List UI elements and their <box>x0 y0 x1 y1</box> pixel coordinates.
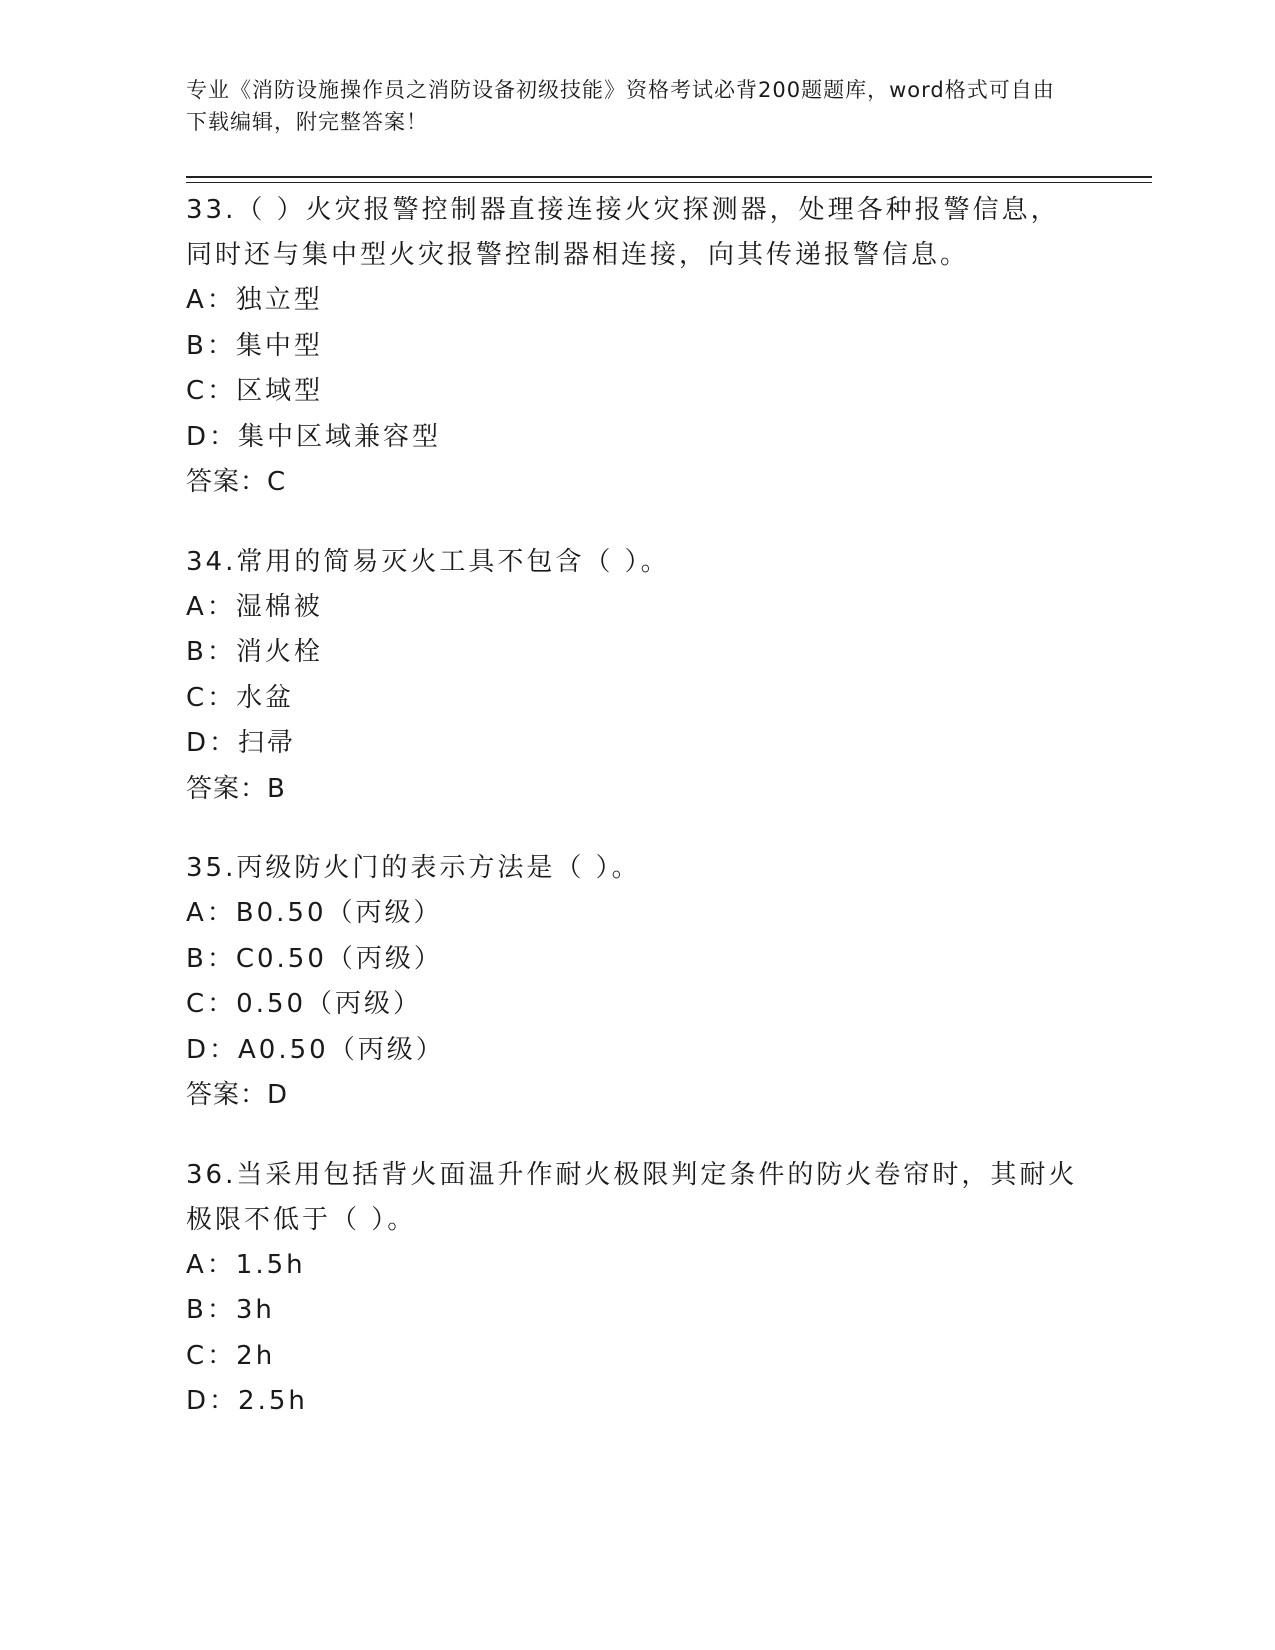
option-a: A：B0.50（丙级） <box>186 898 443 928</box>
header-rule-thin <box>186 182 1152 183</box>
option-d: D：扫帚 <box>186 728 297 758</box>
document-header: 专业《消防设施操作员之消防设备初级技能》资格考试必背200题题库，word格式可自由下载编辑，附完整答案！ <box>186 78 1055 134</box>
question-list <box>186 188 1086 1459</box>
option-b: B：集中型 <box>186 330 323 361</box>
option-c: C：2h <box>186 1340 276 1371</box>
header-rule-thick <box>186 176 1152 178</box>
option-d: D：A0.50（丙级） <box>186 1034 445 1065</box>
question-35 <box>186 846 1086 1119</box>
question-stem: 35.丙级防火门的表示方法是（ ）。 <box>186 853 641 883</box>
option-b: B：C0.50（丙级） <box>186 943 443 974</box>
answer-line: 答案：C <box>186 467 287 497</box>
option-a: A：独立型 <box>186 285 323 315</box>
option-d: D：2.5h <box>186 1386 308 1416</box>
option-c: C：水盆 <box>186 682 295 713</box>
answer-line: 答案：B <box>186 773 286 804</box>
question-34 <box>186 540 1086 813</box>
option-a: A：1.5h <box>186 1249 306 1280</box>
option-c: C：区域型 <box>186 376 324 406</box>
question-33 <box>186 188 1086 506</box>
question-stem: 33.（ ）火灾报警控制器直接连接火灾探测器，处理各种报警信息，同时还与集中型火灾报警控制器相连接，向其传递报警信息。 <box>186 195 1060 270</box>
option-d: D：集中区域兼容型 <box>186 421 442 452</box>
question-36 <box>186 1153 1086 1425</box>
answer-line: 答案：D <box>186 1080 289 1110</box>
option-b: B：3h <box>186 1295 275 1325</box>
question-stem: 34.常用的简易灭火工具不包含（ ）。 <box>186 546 670 577</box>
option-a: A：湿棉被 <box>186 591 323 622</box>
question-stem: 36.当采用包括背火面温升作耐火极限判定条件的防火卷帘时，其耐火极限不低于（ ）。 <box>186 1159 1078 1235</box>
option-b: B：消火栓 <box>186 637 323 667</box>
option-c: C：0.50（丙级） <box>186 989 423 1019</box>
